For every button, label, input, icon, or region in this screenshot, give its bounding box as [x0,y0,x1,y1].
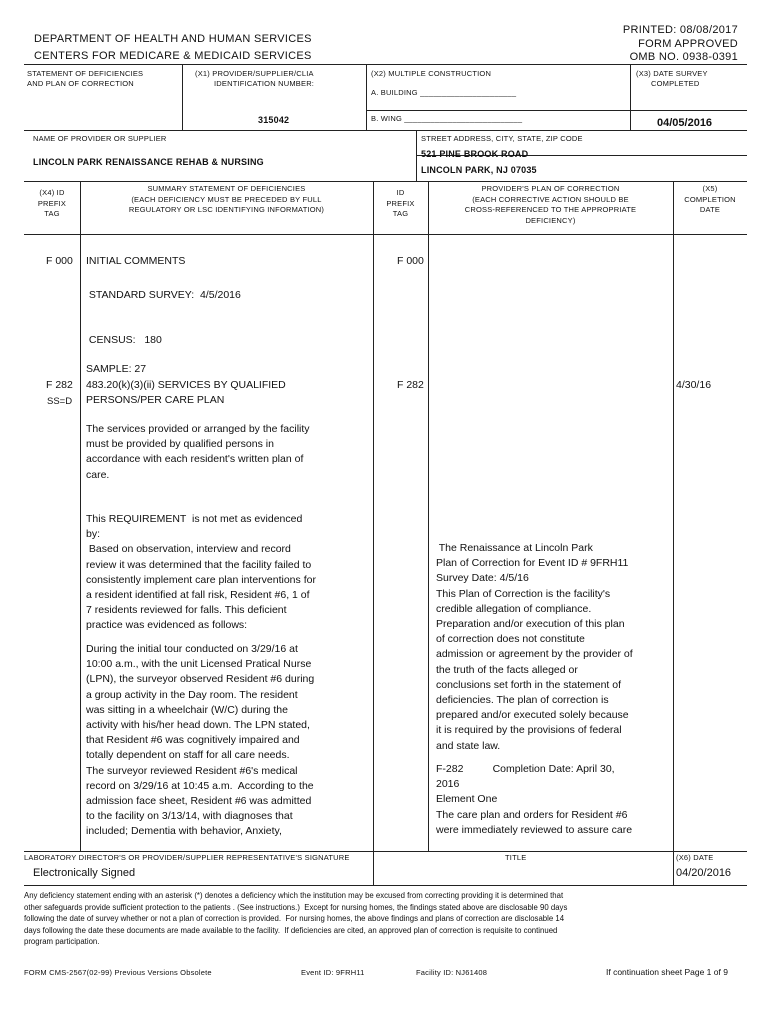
header-line: ID [396,188,405,197]
divider [630,64,631,130]
city-state-zip: LINCOLN PARK, NJ 07035 [421,165,537,175]
signature-label: LABORATORY DIRECTOR'S OR PROVIDER/SUPPLIER REPRESENTATIVE'S SIGNATURE [24,853,350,862]
prefix-tag: F 000 [397,255,424,267]
printed-date: PRINTED: 08/08/2017 [622,24,738,36]
summary-header [80,184,373,216]
signature-date: 04/20/2016 [676,867,732,879]
divider [673,851,674,885]
header-line: (X5) [702,184,718,193]
observation-text: During the initial tour conducted on 3/29/16 at 10:00 a.m., with the unit Licensed Pratical Nurse (LPN), the surveyor observed Resident #6 during a group activity in the Day room. The resident was sitting in a wheelchair (W/C) during the activity with his/her head down. The LPN stated, that Resident #6 was cognitively impaired and totally dependent on staff for all care needs. The surveyor reviewed Resident #6's medical record on 3/29/16 at 10:45 a.m. According to the admission face sheet, Resident #6 was admitted to the facility on 3/13/14, with diagnoses that included; Dementia with behavior, Anxiety, [86,643,315,838]
statement-label: STATEMENT OF DEFICIENCIES [27,69,144,78]
form-number: FORM CMS-2567(02-99) Previous Versions Obsolete [24,968,212,977]
statement-label: AND PLAN OF CORRECTION [27,79,134,88]
header-line: PREFIX [37,198,67,208]
x1-label: (X1) PROVIDER/SUPPLIER/CLIA [195,69,314,78]
id-header [373,188,428,220]
requirement-text: This REQUIREMENT is not met as evidenced by: Based on observation, interview and record review it was determined that the facility failed to consistently implement care plan interventions for a resident identified at fall risk, Resident #6, 1 of 7 residents reviewed for falls. This deficient practice was evidenced as follows: [86,513,316,632]
x6-date-label: (X6) DATE [676,853,714,862]
header-line: TAG [44,209,60,218]
agency-title: CENTERS FOR MEDICARE & MEDICAID SERVICES [34,50,312,62]
disclaimer: Any deficiency statement ending with an asterisk (*) denotes a deficiency which the institution may be excused from correcting providing it is determined that other safeguards provide sufficient protection to the patients . (See instructions.) Except for nursing homes, the findings stated above are disclosable 90 days following the date of survey whether or not a plan of correction is provided. For nursing homes, the above findings and plans of correction are disclosable 14 days following the date these documents are made available to the facility. If deficiencies are cited, an approved plan of correction is requisite to continued program participation. [24,891,568,947]
x2-label: (X2) MULTIPLE CONSTRUCTION [371,69,492,78]
wing-field: B. WING ___________________________ [371,114,523,123]
divider [24,64,747,65]
street-address: 521 PINE BROOK ROAD [421,149,529,159]
header-line: (EACH CORRECTIVE ACTION SHOULD BE [472,194,629,204]
divider [24,234,747,235]
divider [24,181,747,182]
divider [24,130,747,131]
prefix-tag: F 000 [46,255,73,267]
x1-label: IDENTIFICATION NUMBER: [214,79,315,88]
column-divider [80,181,81,851]
scope-severity: SS=D [47,396,73,407]
divider [366,64,367,130]
department-title: DEPARTMENT OF HEALTH AND HUMAN SERVICES [34,33,312,45]
divider [366,110,747,111]
header-line: (X4) ID [39,188,65,197]
provider-name-label: NAME OF PROVIDER OR SUPPLIER [33,134,167,143]
event-id: Event ID: 9FRH11 [301,968,365,977]
page-number: If continuation sheet Page 1 of 9 [606,967,728,977]
provider-name: LINCOLN PARK RENAISSANCE REHAB & NURSING [33,157,264,167]
initial-comments: INITIAL COMMENTS [86,255,186,267]
building-field: A. BUILDING ______________________ [371,88,517,97]
header-line: PROVIDER'S PLAN OF CORRECTION [481,184,620,193]
divider [182,64,183,130]
title-label: TITLE [505,853,527,862]
column-divider [428,181,429,851]
divider [24,885,747,886]
address-label: STREET ADDRESS, CITY, STATE, ZIP CODE [421,134,583,143]
element-one-text: F-282 Completion Date: April 30, 2016 Element One The care plan and orders for Resident #6 were immediately reviewed to assure care [436,763,633,836]
plan-header [428,184,673,226]
regulation-title: 483.20(k)(3)(ii) SERVICES BY QUALIFIED PERSONS/PER CARE PLAN [86,379,286,407]
header-line: CROSS-REFERENCED TO THE APPROPRIATE [464,205,637,214]
x5-header [673,184,747,216]
header-line: PREFIX [386,198,415,208]
signature: Electronically Signed [33,867,136,879]
header-line: DEFICIENCY) [525,215,576,225]
omb-number: OMB NO. 0938-0391 [629,51,738,63]
divider [373,851,374,885]
completion-date: 4/30/16 [676,379,712,391]
header-line: DATE [699,205,721,214]
header-line: (EACH DEFICIENCY MUST BE PRECEDED BY FULL [131,194,322,204]
facility-id: Facility ID: NJ61408 [416,968,488,977]
header-line: COMPLETION [684,194,736,204]
census: CENSUS: 180 [86,334,162,346]
survey-date: 04/05/2016 [657,117,713,129]
column-divider [673,181,674,851]
form-approved: FORM APPROVED [638,38,738,50]
header-line: SUMMARY STATEMENT OF DEFICIENCIES [147,184,306,193]
regulation-text: The services provided or arranged by the facility must be provided by qualified persons in accordance with each resident's written plan of care. [86,423,310,481]
column-divider [373,181,374,851]
header-line: REGULATORY OR LSC IDENTIFYING INFORMATION) [128,205,325,214]
x3-label: COMPLETED [651,79,700,88]
standard-survey: STANDARD SURVEY: 4/5/2016 [86,289,241,301]
header-line: TAG [392,209,409,218]
x3-label: (X3) DATE SURVEY [636,69,708,78]
x4-header [24,188,80,220]
prefix-tag: F 282 [46,379,73,391]
plan-of-correction-text: The Renaissance at Lincoln Park Plan of Correction for Event ID # 9FRH11 Survey Date: 4/5/16 This Plan of Correction is the facility's credible allegation of compliance. Preparation and/or execution of this plan of correction does not constitute admission or agreement by the provider of the truth of the facts alleged or conclusions set forth in the statement of deficiencies. The plan of correction is prepared and/or executed solely because it is required by the provisions of federal and state law. [436,542,633,752]
divider [24,851,747,852]
provider-number: 315042 [258,115,290,125]
sample: SAMPLE: 27 [86,363,147,375]
prefix-tag: F 282 [397,379,424,391]
